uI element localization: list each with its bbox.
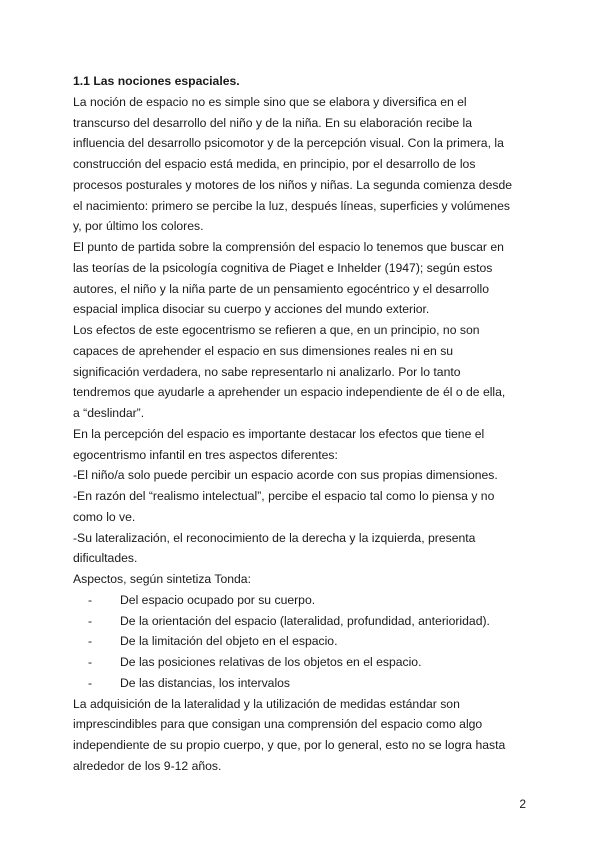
list-item-text: De las posiciones relativas de los objetos en el espacio. [120,655,422,669]
paragraph: -Su lateralización, el reconocimiento de la derecha y la izquierda, presenta dificultades. [73,530,476,566]
list-item [88,590,513,611]
list-item-text: Del espacio ocupado por su cuerpo. [120,592,316,607]
section-heading: 1.1 Las nociones espaciales. [73,74,240,88]
bullet-marker: - [88,655,93,669]
bullet-marker: - [88,675,93,690]
list-item [88,652,513,673]
paragraph: Aspectos, según sintetiza Tonda: [73,572,251,586]
closing-paragraph: La adquisición de la lateralidad y la utilización de medidas estándar son imprescindibles para que consigan una comprensión del espacio como algo independiente de su propio cuerpo, y que, por lo general, esto no se logra hasta alrededor de los 9-12 años. [73,696,506,773]
paragraph: -El niño/a solo puede percibir un espacio acorde con sus propias dimensiones. [73,468,498,483]
list-item-text: De la orientación del espacio (lateralidad, profundidad, anterioridad). [120,613,490,628]
bullet-marker: - [88,592,93,607]
document-body [73,71,513,777]
page-number: 2 [519,797,526,811]
paragraph: En la percepción del espacio es importante destacar los efectos que tiene el egocentrismo infantil en tres aspectos diferentes: [73,426,485,462]
paragraph: La noción de espacio no es simple sino que se elabora y diversifica en el transcurso del desarrollo del niño y de la niña. En su elaboración recibe la influencia del desarrollo psicomotor y de la percepción visual. Con la primera, la construcción del espacio está medida, en principio, por el desarrollo de los procesos posturales y motores de los niños y niñas. La segunda comienza desde el nacimiento: primero se percibe la luz, después líneas, superficies y volúmenes y, por último los colores. [73,94,513,234]
list-item-text: De la limitación del objeto en el espacio. [120,634,338,649]
list-item-text: De las distancias, los intervalos [120,675,291,690]
bullet-marker: - [88,613,93,628]
paragraph: -En razón del “realismo intelectual”, percibe el espacio tal como lo piensa y no como lo ve. [73,489,495,524]
list-item [88,673,513,694]
bullet-marker: - [88,634,93,649]
list-item [88,631,513,652]
paragraph: Los efectos de este egocentrismo se refieren a que, en un principio, no son capaces de aprehender el espacio en sus dimensiones reales ni en su significación verdadera, no sabe representarlo ni analizarlo. Por lo tanto tendremos que ayudarle a aprehender un espacio independiente de él o de ella, a “deslindar”. [73,323,506,420]
paragraph: El punto de partida sobre la comprensión del espacio lo tenemos que buscar en las teorías de la psicología cognitiva de Piaget e Inhelder (1947); según estos autores, el niño y la niña parte de un pensamiento egocéntrico y el desarrollo espacial implica disociar su cuerpo y acciones del mundo exterior. [73,240,504,317]
list-item [88,611,513,632]
aspects-list [73,590,513,694]
